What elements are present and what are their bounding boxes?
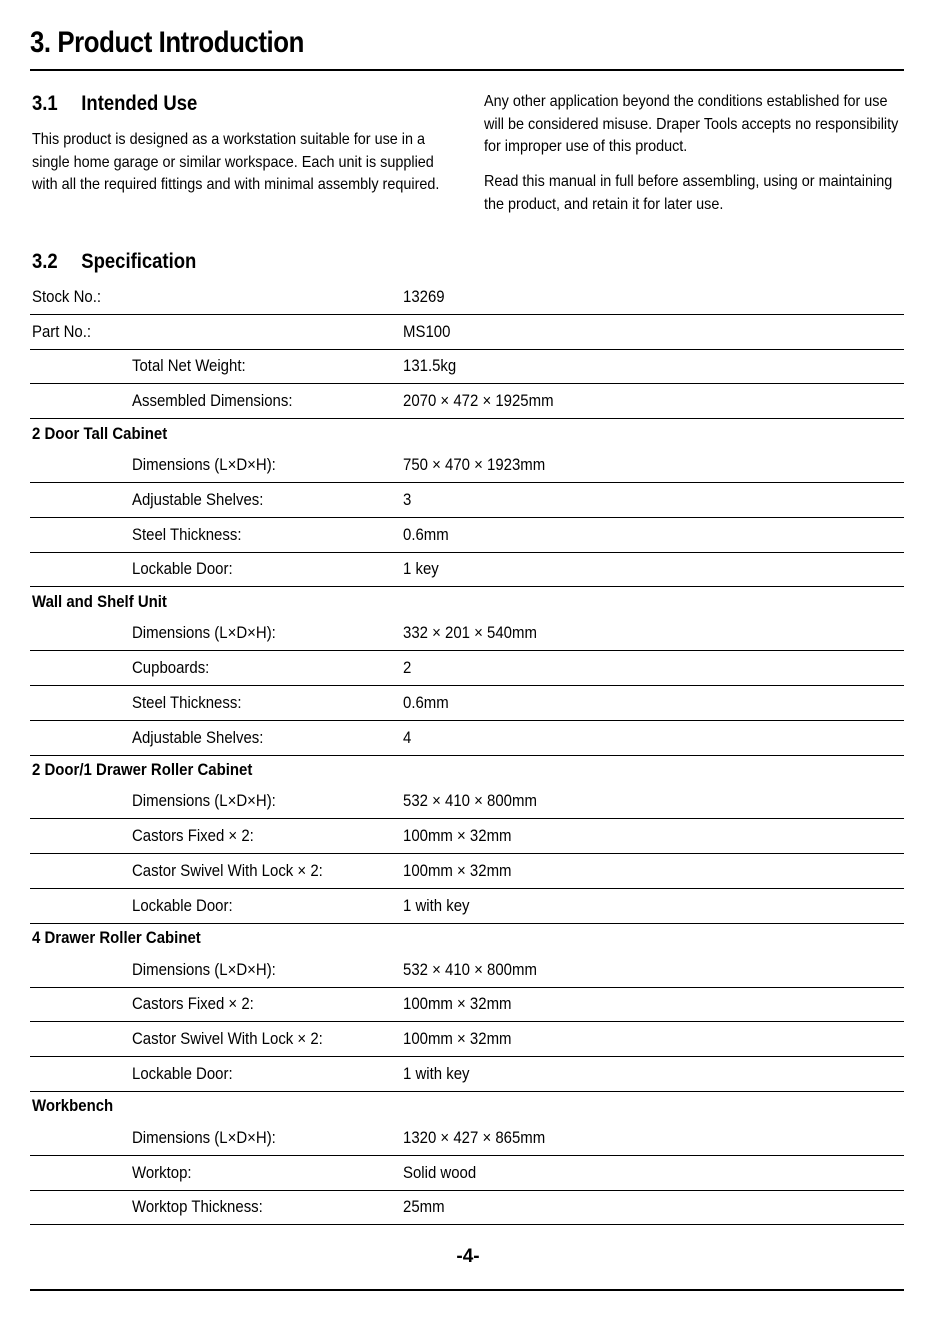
spec-row — [30, 384, 904, 419]
spec-label: Worktop Thickness: — [132, 1197, 263, 1217]
spec-value: 3 — [403, 489, 412, 509]
spec-row — [30, 518, 904, 553]
spec-group-heading: 2 Door Tall Cabinet — [32, 423, 168, 443]
spec-value: 25mm — [403, 1197, 445, 1217]
read-manual-paragraph: Read this manual in full before assembling, using or maintaining the product, and retain it for later use. — [484, 173, 893, 213]
intended-use-paragraph: This product is designed as a workstation suitable for use in a single home garage or similar workspace. Each unit is supplied with all the required fittings and with minimal assembly required. — [32, 131, 440, 193]
spec-value: 0.6mm — [403, 692, 449, 712]
spec-group-heading: 4 Drawer Roller Cabinet — [32, 928, 201, 948]
spec-label: Assembled Dimensions: — [132, 391, 293, 411]
spec-label: Part No.: — [32, 321, 92, 341]
spec-row — [30, 448, 904, 483]
spec-value: 1320 × 427 × 865mm — [403, 1127, 546, 1147]
spec-row — [30, 854, 904, 889]
section-title: Intended Use — [81, 92, 198, 115]
section-number: 3.2 — [32, 250, 58, 273]
spec-label: Adjustable Shelves: — [132, 727, 264, 747]
spec-row — [30, 721, 904, 756]
spec-value: 2070 × 472 × 1925mm — [403, 391, 554, 411]
spec-label: Steel Thickness: — [132, 692, 242, 712]
spec-group-heading: 2 Door/1 Drawer Roller Cabinet — [32, 760, 253, 780]
spec-row — [30, 889, 904, 924]
spec-group-row — [30, 924, 904, 953]
spec-value: 1 with key — [403, 895, 470, 915]
spec-row — [30, 1022, 904, 1057]
spec-value: 2 — [403, 658, 412, 678]
spec-label: Dimensions (L×D×H): — [132, 791, 276, 811]
spec-value: 332 × 201 × 540mm — [403, 623, 537, 643]
spec-group-row — [30, 1092, 904, 1121]
spec-row — [30, 350, 904, 385]
spec-row — [30, 1121, 904, 1156]
spec-row — [30, 651, 904, 686]
spec-value: 100mm × 32mm — [403, 861, 512, 881]
spec-label: Castors Fixed × 2: — [132, 826, 254, 846]
spec-row — [30, 785, 904, 820]
spec-label: Lockable Door: — [132, 895, 233, 915]
spec-row — [30, 1057, 904, 1092]
spec-value: 100mm × 32mm — [403, 994, 512, 1014]
spec-value: 100mm × 32mm — [403, 1029, 512, 1049]
spec-label: Worktop: — [132, 1162, 192, 1182]
spec-row — [30, 953, 904, 988]
spec-row — [30, 616, 904, 651]
spec-label: Cupboards: — [132, 658, 210, 678]
spec-row — [30, 1191, 904, 1226]
spec-row — [30, 988, 904, 1023]
spec-label: Stock No.: — [32, 286, 102, 306]
spec-value: Solid wood — [403, 1162, 477, 1182]
spec-label: Steel Thickness: — [132, 524, 242, 544]
spec-row — [30, 315, 904, 350]
spec-value: 131.5kg — [403, 356, 457, 376]
spec-value: 4 — [403, 727, 412, 747]
spec-label: Dimensions (L×D×H): — [132, 623, 276, 643]
spec-value: 13269 — [403, 286, 445, 306]
spec-label: Castors Fixed × 2: — [132, 994, 254, 1014]
spec-label: Dimensions (L×D×H): — [132, 959, 276, 979]
spec-label: Total Net Weight: — [132, 356, 246, 376]
spec-label: Adjustable Shelves: — [132, 489, 264, 509]
spec-group-row — [30, 419, 904, 448]
specification-table — [30, 280, 904, 1225]
spec-label: Lockable Door: — [132, 1064, 233, 1084]
spec-row — [30, 1156, 904, 1191]
spec-label: Castor Swivel With Lock × 2: — [132, 861, 323, 881]
page-title: 3. Product Introduction — [30, 26, 304, 59]
spec-label: Dimensions (L×D×H): — [132, 1127, 276, 1147]
spec-row — [30, 483, 904, 518]
section-title: Specification — [81, 250, 197, 273]
spec-label: Dimensions (L×D×H): — [132, 455, 276, 475]
spec-value: 0.6mm — [403, 524, 449, 544]
section-number: 3.1 — [32, 92, 58, 115]
spec-row — [30, 280, 904, 315]
spec-group-row — [30, 587, 904, 616]
spec-group-row — [30, 756, 904, 785]
spec-value: 532 × 410 × 800mm — [403, 959, 537, 979]
footer-divider — [30, 1289, 904, 1291]
spec-value: 1 key — [403, 559, 439, 579]
spec-group-heading: Workbench — [32, 1096, 114, 1116]
intended-use-heading — [32, 91, 197, 117]
spec-row — [30, 553, 904, 588]
title-divider — [30, 69, 904, 71]
spec-value: 1 with key — [403, 1064, 470, 1084]
spec-group-heading: Wall and Shelf Unit — [32, 591, 167, 611]
spec-value: 750 × 470 × 1923mm — [403, 455, 546, 475]
spec-label: Lockable Door: — [132, 559, 233, 579]
spec-value: 100mm × 32mm — [403, 826, 512, 846]
specification-heading — [32, 249, 196, 275]
spec-row — [30, 819, 904, 854]
spec-label: Castor Swivel With Lock × 2: — [132, 1029, 323, 1049]
spec-value: 532 × 410 × 800mm — [403, 791, 537, 811]
page-number: -4- — [456, 1246, 480, 1267]
spec-value: MS100 — [403, 321, 451, 341]
misuse-paragraph: Any other application beyond the conditions established for use will be considered misuse. Draper Tools accepts no responsibility for improper use of this product. — [484, 93, 899, 155]
spec-row — [30, 686, 904, 721]
